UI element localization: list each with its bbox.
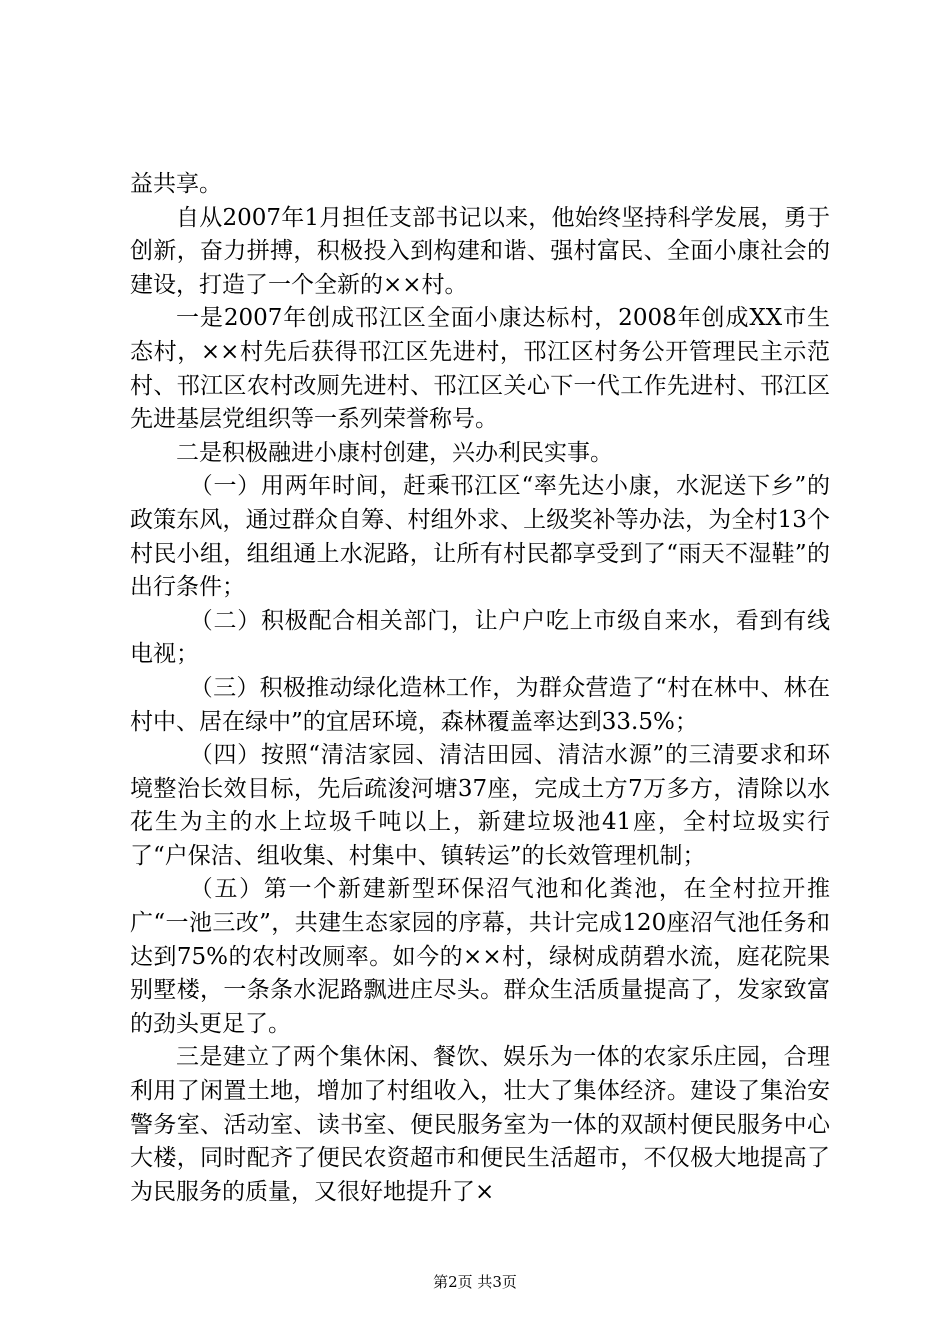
page-number-footer: 第2页 共3页 <box>433 1273 517 1291</box>
paragraph-honors: 一是2007年创成邗江区全面小康达标村，2008年创成XX市生态村，××村先后获得邗江区先进村，邗江区村务公开管理民主示范村、邗江区农村改厕先进村、邗江区关心下一代工作先进村、邗江区先进基层党组织等一系列荣誉称号。 <box>130 305 830 433</box>
paragraph-continuation: 益共享。 <box>130 171 222 197</box>
paragraph-item-two: （二）积极配合相关部门，让户户吃上市级自来水，看到有线电视； <box>130 607 830 668</box>
paragraph-item-four: （四）按照“清洁家园、清洁田园、清洁水源”的三清要求和环境整治长效目标，先后疏浚河塘37座，完成土方7万多方，清除以水花生为主的水上垃圾千吨以上，新建垃圾池41座，全村垃圾实行了“户保洁、组收集、村集中、镇转运”的长效管理机制； <box>130 742 830 869</box>
document-body <box>130 168 830 1209</box>
paragraph-section-three: 三是建立了两个集休闲、餐饮、娱乐为一体的农家乐庄园，合理利用了闲置土地，增加了村组收入，壮大了集体经济。建设了集治安警务室、活动室、读书室、便民服务室为一体的双颉村便民服务中心大楼，同时配齐了便民农资超市和便民生活超市，不仅极大地提高了为民服务的质量，又很好地提升了× <box>130 1044 830 1205</box>
paragraph-item-one: （一）用两年时间，赶乘邗江区“率先达小康，水泥送下乡”的政策东风，通过群众自筹、村组外求、上级奖补等办法，为全村13个村民小组，组组通上水泥路，让所有村民都享受到了“雨天不湿鞋”的出行条件； <box>130 473 830 601</box>
paragraph-item-three: （三）积极推动绿化造林工作，为群众营造了“村在林中、林在村中、居在绿中”的宜居环境，森林覆盖率达到33.5%； <box>130 674 830 735</box>
paragraph-item-five: （五）第一个新建新型环保沼气池和化粪池，在全村拉开推广“一池三改”，共建生态家园的序幕，共计完成120座沼气池任务和达到75%的农村改厕率。如今的××村，绿树成荫碧水流，庭花院果别墅楼，一条条水泥路飘进庄尽头。群众生活质量提高了，发家致富的劲头更足了。 <box>130 876 830 1037</box>
paragraph-section-two: 二是积极融进小康村创建，兴办利民实事。 <box>176 439 613 466</box>
paragraph-appointment: 自从2007年1月担任支部书记以来，他始终坚持科学发展，勇于创新，奋力拼搏，积极投入到构建和谐、强村富民、全面小康社会的建设，打造了一个全新的××村。 <box>130 204 830 298</box>
